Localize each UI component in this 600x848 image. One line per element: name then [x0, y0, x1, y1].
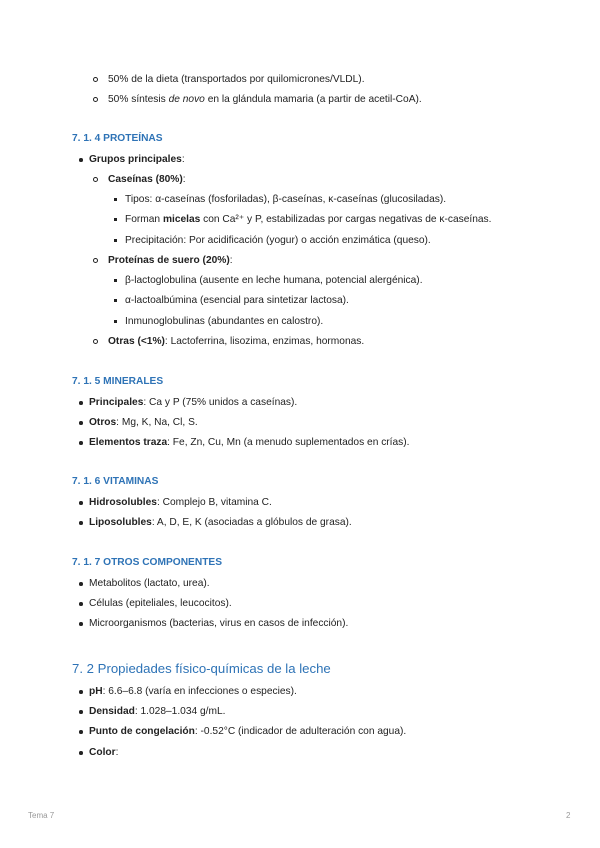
bullet-disc [79, 582, 83, 586]
bullet-disc [79, 501, 83, 505]
bullet-square [114, 279, 117, 282]
bullet-square [114, 320, 117, 323]
list-item: Punto de congelación: -0.52°C (indicador de adulteración con agua). [89, 726, 407, 737]
bullet-square [114, 218, 117, 221]
bullet-disc [79, 622, 83, 626]
bullet-disc [79, 158, 83, 162]
bullet-circle [93, 339, 98, 344]
footer-page-number: 2 [566, 811, 571, 820]
bullet-disc [79, 441, 83, 445]
bullet-circle [93, 77, 98, 82]
list-item: 50% de la dieta (transportados por quilomicrones/VLDL). [108, 74, 365, 85]
list-item: 50% síntesis de novo en la glándula mamaria (a partir de acetil-CoA). [108, 94, 422, 105]
bullet-square [114, 299, 117, 302]
list-item: pH: 6.6–6.8 (varía en infecciones o especies). [89, 686, 297, 697]
list-item: Densidad: 1.028–1.034 g/mL. [89, 706, 226, 717]
list-item: Inmunoglobulinas (abundantes en calostro). [125, 316, 324, 327]
section-heading-minerales: 7. 1. 5 MINERALES [72, 376, 164, 387]
list-item: Células (epiteliales, leucocitos). [89, 598, 232, 609]
list-item: Proteínas de suero (20%): [108, 255, 233, 266]
bullet-disc [79, 690, 83, 694]
bullet-disc [79, 521, 83, 525]
list-item: Precipitación: Por acidificación (yogur) o acción enzimática (queso). [125, 235, 431, 246]
list-item: Tipos: α-caseínas (fosforiladas), β-caseínas, κ-caseínas (glucosiladas). [125, 194, 447, 205]
bullet-circle [93, 97, 98, 102]
list-item: Otros: Mg, K, Na, Cl, S. [89, 417, 198, 428]
footer-chapter-label: Tema 7 [28, 811, 55, 820]
bullet-circle [93, 258, 98, 263]
bullet-square [114, 198, 117, 201]
list-item: Grupos principales: [89, 154, 185, 165]
section-heading-vitaminas: 7. 1. 6 VITAMINAS [72, 476, 159, 487]
list-item: Metabolitos (lactato, urea). [89, 578, 210, 589]
list-item: Color: [89, 747, 119, 758]
bullet-disc [79, 401, 83, 405]
bullet-disc [79, 602, 83, 606]
bullet-circle [93, 177, 98, 182]
bullet-disc [79, 421, 83, 425]
list-item: Hidrosolubles: Complejo B, vitamina C. [89, 497, 272, 508]
list-item: Forman micelas con Ca²⁺ y P, estabilizadas por cargas negativas de κ-caseínas. [125, 214, 492, 225]
list-item: Principales: Ca y P (75% unidos a caseínas). [89, 397, 298, 408]
section-heading-proteinas: 7. 1. 4 PROTEÍNAS [72, 133, 163, 144]
bullet-square [114, 239, 117, 242]
list-item: Otras (<1%): Lactoferrina, lisozima, enzimas, hormonas. [108, 336, 365, 347]
list-item: Liposolubles: A, D, E, K (asociadas a glóbulos de grasa). [89, 517, 352, 528]
bullet-disc [79, 730, 83, 734]
list-item: β-lactoglobulina (ausente en leche humana, potencial alergénica). [125, 275, 423, 286]
list-item: α-lactoalbúmina (esencial para sintetizar lactosa). [125, 295, 349, 306]
list-item: Microorganismos (bacterias, virus en casos de infección). [89, 618, 349, 629]
list-item: Caseínas (80%): [108, 174, 186, 185]
list-item: Elementos traza: Fe, Zn, Cu, Mn (a menudo suplementados en crías). [89, 437, 410, 448]
section-heading-otros-componentes: 7. 1. 7 OTROS COMPONENTES [72, 557, 223, 568]
section-heading-propiedades: 7. 2 Propiedades físico-químicas de la leche [72, 661, 331, 676]
bullet-disc [79, 710, 83, 714]
bullet-disc [79, 751, 83, 755]
